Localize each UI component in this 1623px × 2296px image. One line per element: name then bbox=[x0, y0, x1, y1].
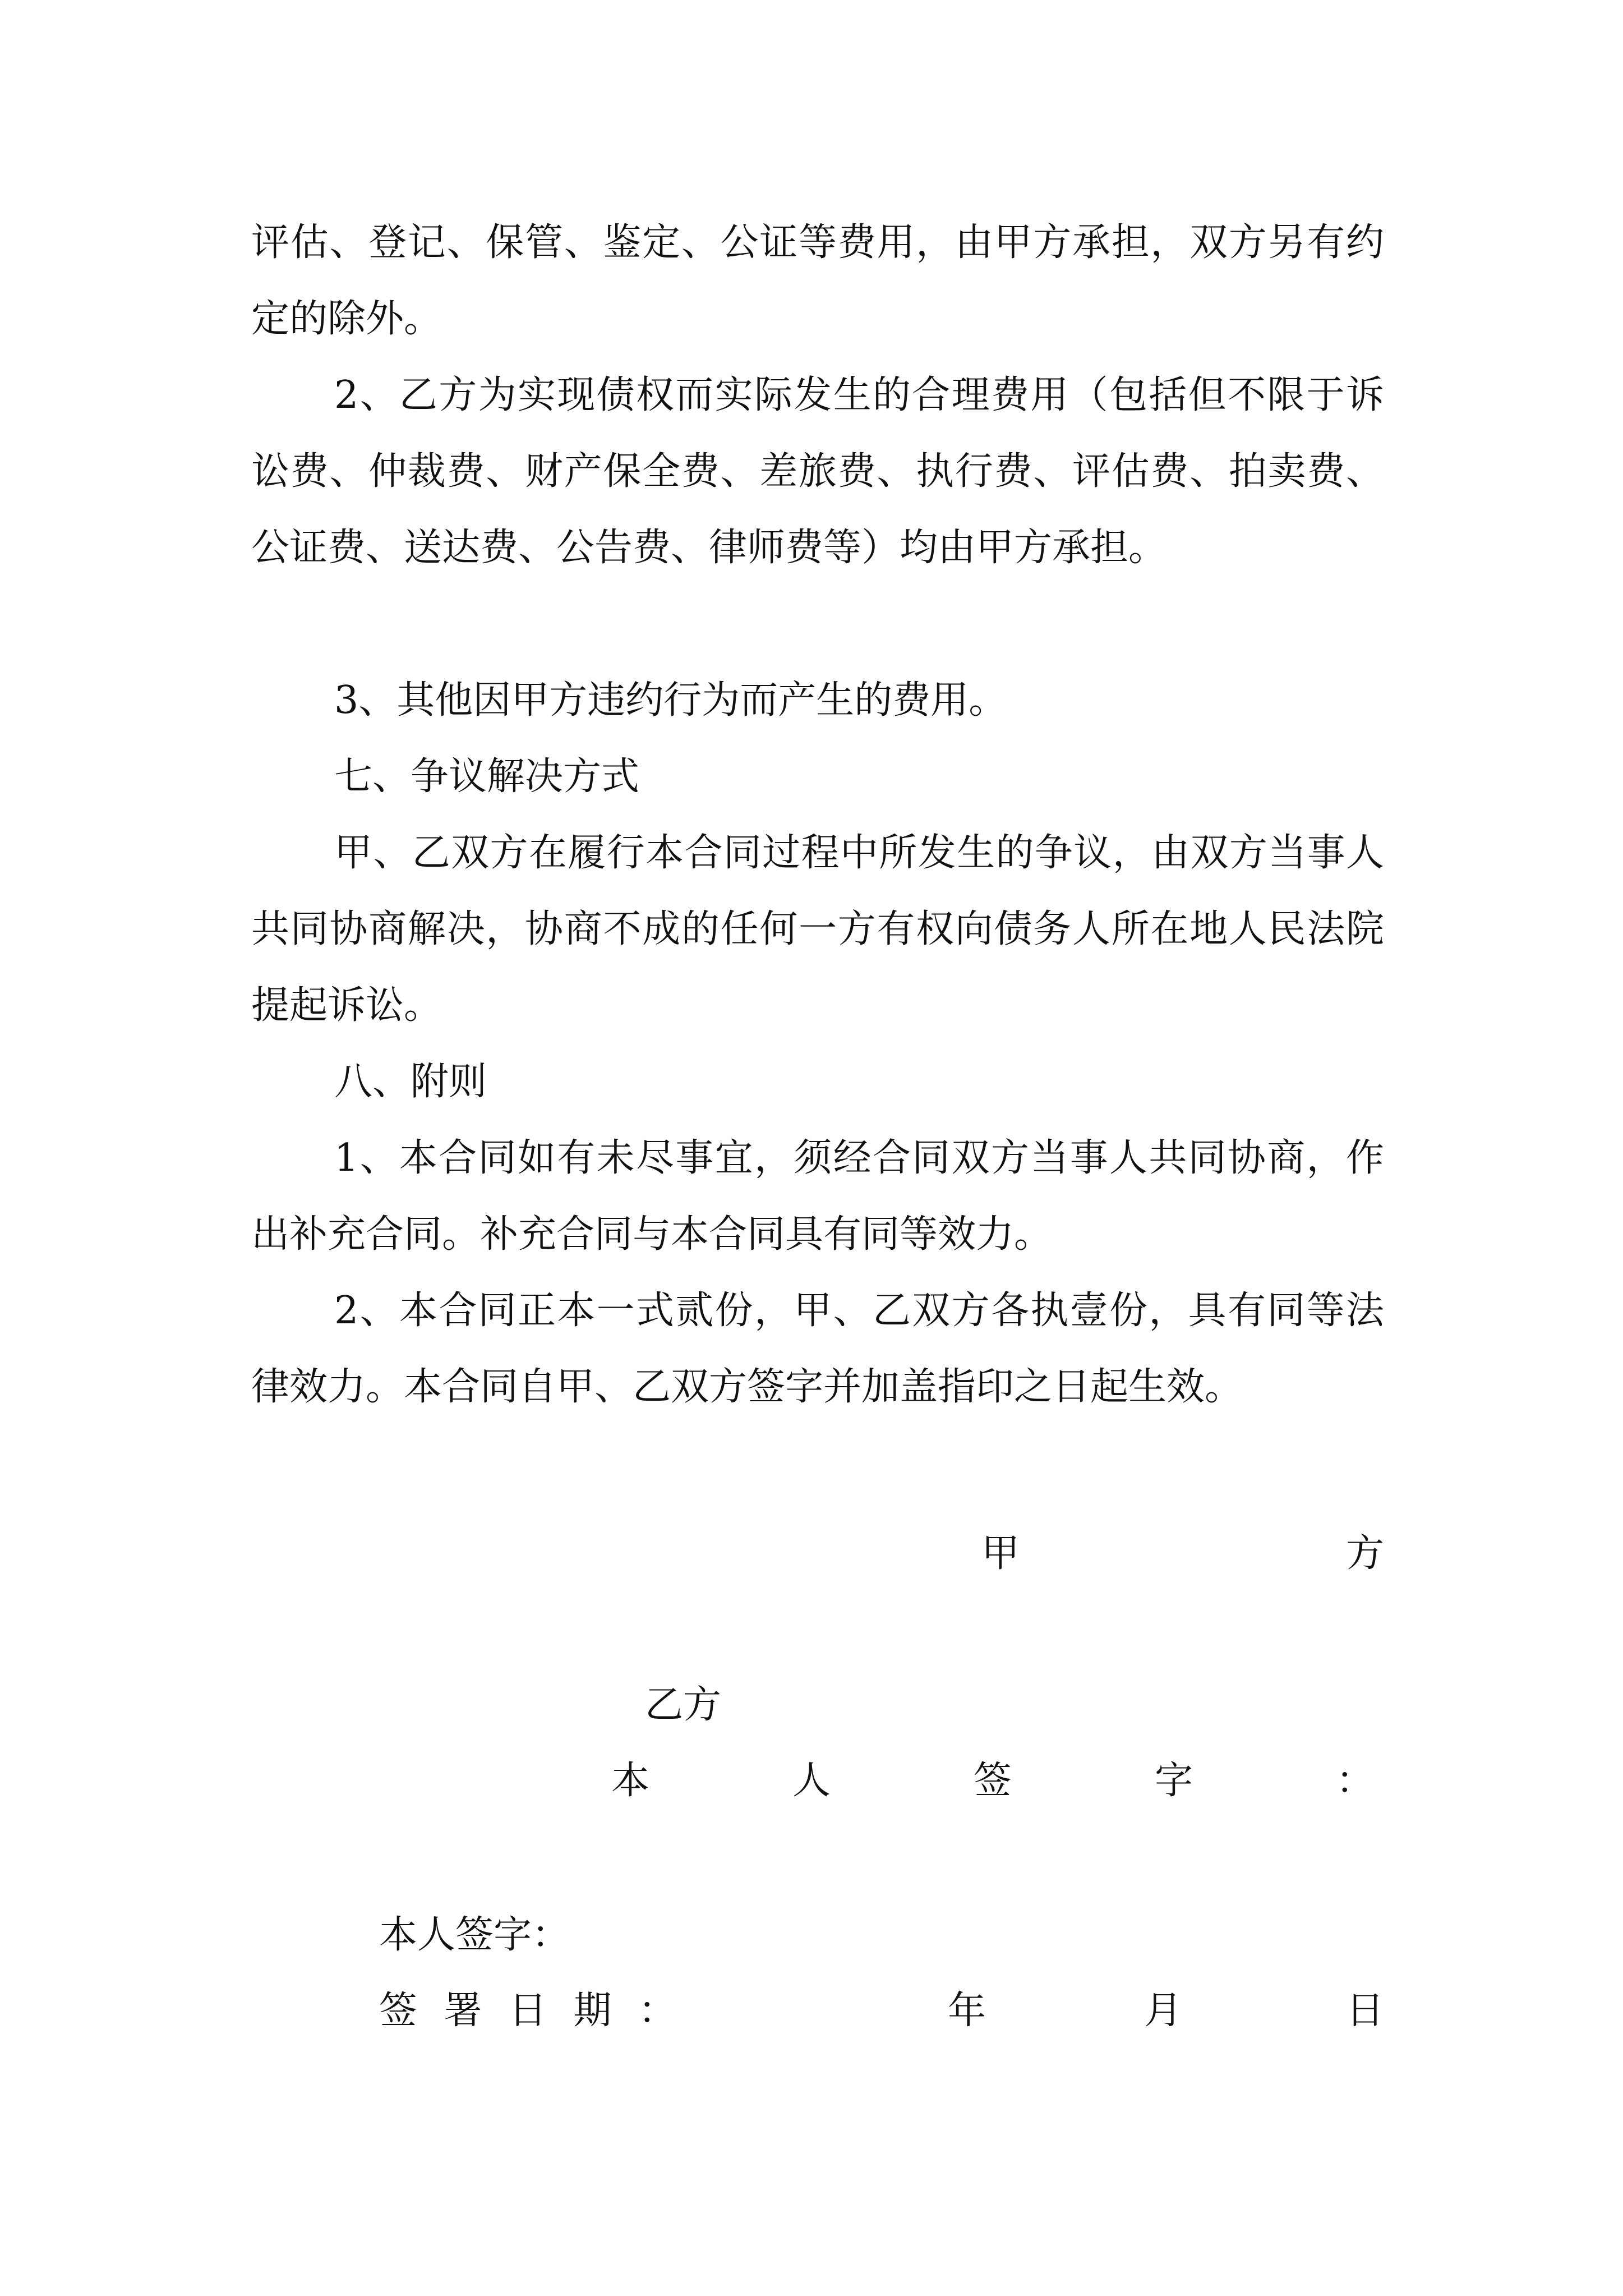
paragraph-fees-continued: 评估、登记、保管、鉴定、公证等费用，由甲方承担，双方另有约定的除外。 bbox=[251, 220, 1384, 341]
party-a-signature-line bbox=[611, 1753, 1374, 1809]
paragraph-dispute: 甲、乙双方在履行本合同过程中所发生的争议，由双方当事人共同协商解决，协商不成的任何一方有权向债务人所在地人民法院提起诉讼。 bbox=[251, 831, 1384, 1028]
party-a-label bbox=[981, 1526, 1384, 1582]
sign-date-label bbox=[379, 1983, 676, 2039]
signature-char-1: 本 bbox=[611, 1759, 650, 1803]
party-a-char-1: 甲 bbox=[981, 1531, 1020, 1576]
date-char-4: 期 bbox=[573, 1989, 612, 2033]
date-day: 日 bbox=[1346, 1989, 1385, 2033]
paragraph-supplementary-2: 2、本合同正本一式贰份，甲、乙双方各执壹份，具有同等法律效力。本合同自甲、乙双方签字并加盖指印之日起生效。 bbox=[251, 1289, 1384, 1409]
party-b-signature-label: 本人签字： bbox=[379, 1913, 570, 1957]
party-b-label: 乙方 bbox=[645, 1683, 722, 1727]
date-month: 月 bbox=[1144, 1989, 1183, 2033]
date-char-1: 签 bbox=[379, 1989, 418, 2033]
date-char-2: 署 bbox=[444, 1989, 482, 2033]
party-a-char-2: 方 bbox=[1345, 1531, 1384, 1576]
signature-char-3: 签 bbox=[973, 1759, 1012, 1803]
paragraph-supplementary-1: 1、本合同如有未尽事宜，须经合同双方当事人共同协商，作出补充合同。补充合同与本合同具有同等效力。 bbox=[251, 1136, 1384, 1257]
signature-colon: ： bbox=[1335, 1759, 1374, 1803]
signature-char-2: 人 bbox=[792, 1759, 831, 1803]
paragraph-other-costs: 3、其他因甲方违约行为而产生的费用。 bbox=[334, 678, 1007, 723]
date-char-3: 日 bbox=[508, 1989, 547, 2033]
section-heading-supplementary: 八、附则 bbox=[334, 1060, 487, 1104]
section-heading-dispute: 七、争议解决方式 bbox=[334, 754, 640, 799]
signature-char-4: 字 bbox=[1154, 1759, 1193, 1803]
date-colon: ： bbox=[638, 1989, 676, 2033]
date-year: 年 bbox=[948, 1989, 986, 2033]
paragraph-creditor-costs: 2、乙方为实现债权而实际发生的合理费用（包括但不限于诉讼费、仲裁费、财产保全费、差旅费、执行费、评估费、拍卖费、公证费、送达费、公告费、律师费等）均由甲方承担。 bbox=[251, 373, 1384, 570]
